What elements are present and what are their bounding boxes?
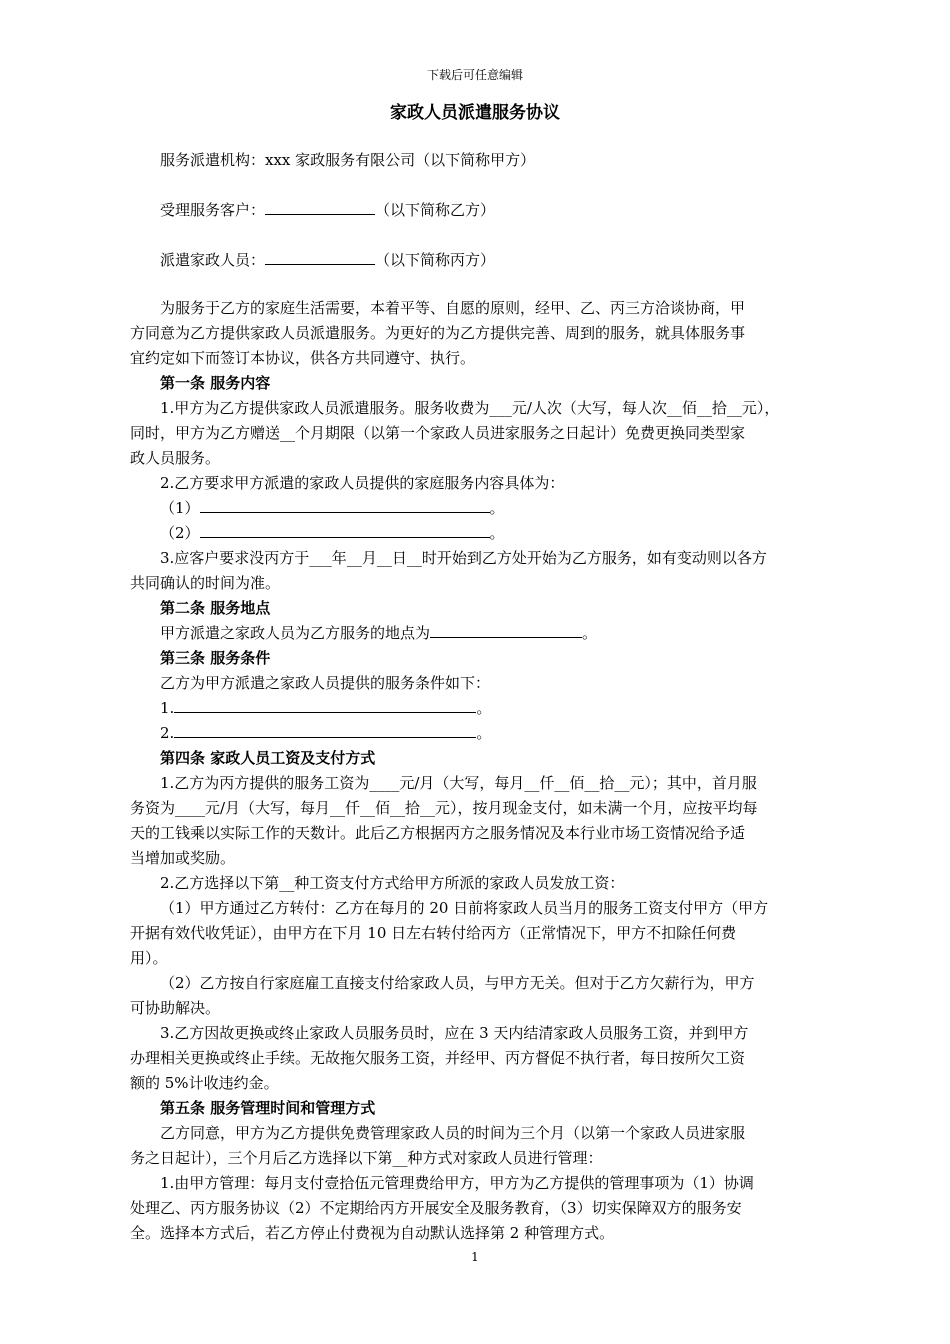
- art4-p3-line: 开据有效代收凭证），由甲方在下月 10 日左右转付给丙方（正常情况下，甲方不扣除任何费: [130, 924, 737, 942]
- article-5-heading: 第五条 服务管理时间和管理方式: [160, 1099, 376, 1117]
- art4-p5-line: 办理相关更换或终止手续。无故拖欠服务工资，并经甲、丙方督促不执行者，每日按所欠工资: [130, 1049, 746, 1067]
- agency-line: 服务派遣机构：xxx 家政服务有限公司（以下简称甲方）: [160, 151, 536, 169]
- item-blank: [200, 498, 490, 513]
- art4-p1-line: 当增加或奖励。: [130, 849, 236, 867]
- art4-p3-line: （1）甲方通过乙方转付：乙方在每月的 20 日前将家政人员当月的服务工资支付甲方（甲方: [160, 899, 769, 917]
- art3-p1: 乙方为甲方派遣之家政人员提供的服务条件如下：: [160, 674, 491, 692]
- intro-line: 方同意为乙方提供家政人员派遣服务。为更好的为乙方提供完善、周到的服务，就具体服务事: [130, 324, 746, 342]
- art4-p4-line: （2）乙方按自行家庭雇工直接支付给家政人员，与甲方无关。但对于乙方欠薪行为，甲方: [160, 974, 755, 992]
- art5-p2-line: 处理乙、丙方服务协议（2）不定期给丙方开展安全及服务教育，（3）切实保障双方的服务安: [130, 1199, 742, 1217]
- item-end: 。: [489, 524, 505, 542]
- client-line: [160, 200, 495, 220]
- location-blank: [430, 623, 582, 638]
- client-suffix: （以下简称乙方）: [375, 201, 496, 219]
- art4-p2: 2.乙方选择以下第__种工资支付方式给甲方所派的家政人员发放工资：: [160, 874, 625, 892]
- staff-label: 派遣家政人员：: [160, 251, 266, 269]
- article-2-heading: 第二条 服务地点: [160, 599, 271, 617]
- article-4-heading: 第四条 家政人员工资及支付方式: [160, 749, 376, 767]
- art4-p1-line: 务资为____元/月（大写，每月__仟__佰__拾__元），按月现金支付，如未满一个月，应按平均每: [130, 799, 758, 817]
- article-3-heading: 第三条 服务条件: [160, 649, 271, 667]
- art1-p1-line: 1.甲方为乙方提供家政人员派遣服务。服务收费为___元/人次（大写，每人次__佰__拾__元），: [160, 399, 780, 417]
- art5-p2-line: 全。选择本方式后，若乙方停止付费视为自动默认选择第 2 种管理方式。: [130, 1224, 615, 1242]
- location-text: 甲方派遣之家政人员为乙方服务的地点为: [160, 624, 431, 642]
- item-blank: [174, 698, 476, 713]
- art5-p1-line: 务之日起计），三个月后乙方选择以下第__种方式对家政人员进行管理：: [130, 1149, 603, 1167]
- art3-item-2: [160, 723, 491, 743]
- art4-p5-line: 额的 5%计收违约金。: [130, 1074, 279, 1092]
- item-blank: [174, 723, 476, 738]
- art4-p1-line: 1.乙方为丙方提供的服务工资为____元/月（大写，每月__仟__佰__拾__元）；其中，首月服: [160, 774, 757, 792]
- art4-p4-line: 可协助解决。: [130, 999, 221, 1017]
- location-end: 。: [582, 624, 598, 642]
- item-label: （2）: [160, 524, 200, 542]
- item-blank: [200, 523, 490, 538]
- art3-item-1: [160, 698, 491, 718]
- article-1-heading: 第一条 服务内容: [160, 374, 271, 392]
- intro-line: 宜约定如下而签订本协议，供各方共同遵守、执行。: [130, 349, 476, 367]
- art2-p1: [160, 623, 597, 643]
- art5-p1-line: 乙方同意，甲方为乙方提供免费管理家政人员的时间为三个月（以第一个家政人员进家服: [160, 1124, 746, 1142]
- item-end: 。: [476, 724, 492, 742]
- art4-p3-line: 用）。: [130, 949, 168, 967]
- item-end: 。: [489, 499, 505, 517]
- art4-p1-line: 天的工钱乘以实际工作的天数计。此后乙方根据丙方之服务情况及本行业市场工资情况给予适: [130, 824, 746, 842]
- item-label: （1）: [160, 499, 200, 517]
- client-label: 受理服务客户：: [160, 201, 266, 219]
- page-number: 1: [471, 1250, 479, 1264]
- staff-line: [160, 250, 495, 270]
- art1-p3-line: 共同确认的时间为准。: [130, 574, 281, 592]
- art1-item-1: [160, 498, 505, 518]
- art1-p3-line: 3.应客户要求没丙方于___年__月__日__时开始到乙方处开始为乙方服务，如有变动则以各方: [160, 549, 767, 567]
- art1-p1-line: 同时，甲方为乙方赠送__个月期限（以第一个家政人员进家服务之日起计）免费更换同类型家: [130, 424, 746, 442]
- client-blank: [265, 200, 375, 215]
- item-label: 2.: [160, 724, 175, 742]
- art1-p2: 2.乙方要求甲方派遣的家政人员提供的家庭服务内容具体为：: [160, 474, 565, 492]
- item-end: 。: [476, 699, 492, 717]
- staff-blank: [265, 250, 375, 265]
- art1-p1-line: 政人员服务。: [130, 449, 221, 467]
- art4-p5-line: 3.乙方因故更换或终止家政人员服务员时，应在 3 天内结清家政人员服务工资，并到甲方: [160, 1024, 749, 1042]
- art1-item-2: [160, 523, 505, 543]
- staff-suffix: （以下简称丙方）: [375, 251, 496, 269]
- document-title: 家政人员派遣服务协议: [390, 103, 560, 123]
- art5-p2-line: 1.由甲方管理：每月支付壹拾伍元管理费给甲方，甲方为乙方提供的管理事项为（1）协调: [160, 1174, 754, 1192]
- header-note: 下载后可任意编辑: [426, 68, 523, 82]
- intro-line: 为服务于乙方的家庭生活需要，本着平等、自愿的原则，经甲、乙、丙三方洽谈协商，甲: [160, 299, 746, 317]
- item-label: 1.: [160, 699, 175, 717]
